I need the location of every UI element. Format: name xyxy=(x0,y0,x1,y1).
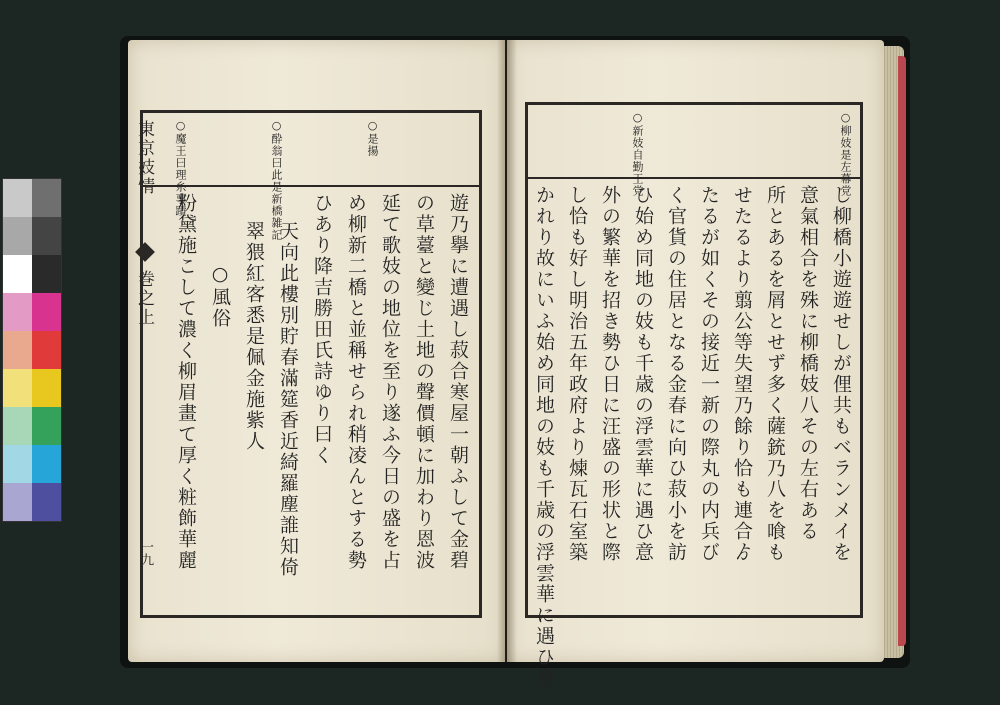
color-swatch xyxy=(3,445,32,483)
color-swatch xyxy=(32,217,61,255)
color-calibration-chart xyxy=(2,178,62,522)
color-swatch xyxy=(32,255,61,293)
color-swatch xyxy=(3,255,32,293)
section-heading: ○風俗 xyxy=(209,263,231,329)
text-line: ひあり降吉勝田氏詩ゆり曰く xyxy=(311,193,333,466)
text-line: め柳新二橋と並稱せられ稍凌んとする勢 xyxy=(345,193,367,571)
right-header-band xyxy=(528,105,860,197)
header-note: ○柳妓是左幕党 xyxy=(839,111,852,197)
color-swatch xyxy=(3,217,32,255)
text-line: し柳橋小遊遊せしが俚共もベランメイを xyxy=(830,185,852,563)
color-swatch xyxy=(32,369,61,407)
color-swatch xyxy=(32,331,61,369)
color-swatch xyxy=(32,445,61,483)
color-swatch xyxy=(32,293,61,331)
book-gutter xyxy=(497,40,517,662)
color-swatch xyxy=(3,483,32,521)
text-line: し恰も好し明治五年政府より煉瓦石室築 xyxy=(566,185,588,563)
left-page xyxy=(128,40,505,662)
text-line: 遊乃擧に遭遇し菽合寒屋一朝ふして金碧 xyxy=(447,193,469,571)
header-note: ○魔王曰理糸事蹟 xyxy=(174,119,187,217)
text-line: 延て歌妓の地位を至り遂ふ今日の盛を占 xyxy=(379,193,401,571)
text-line: 外の繁華を招き勢ひ日に汪盛の形状と際 xyxy=(599,185,621,563)
text-line: く官貨の住居となる金春に向ひ菽小を訪 xyxy=(665,185,687,563)
right-text-frame xyxy=(525,102,863,689)
left-text-frame xyxy=(140,110,482,618)
text-line: 粉黛施こして濃く柳眉畫て厚く粧飾華麗 xyxy=(175,193,197,571)
header-note: ○新妓自勤王党 xyxy=(631,111,644,197)
header-note: ○酔翁曰此是新橋雑記 xyxy=(270,119,283,241)
color-swatch xyxy=(3,293,32,331)
color-swatch xyxy=(3,331,32,369)
text-line: 意氣相合を殊に柳橋妓八その左右ある xyxy=(797,185,819,542)
right-page xyxy=(507,40,884,689)
text-line: かれり故にいふ始め同地の妓も千歳の浮雲華に遇ひ意 xyxy=(533,185,555,689)
book-title: 東京妓情 xyxy=(134,120,154,196)
text-line: 天向此樓別貯春滿筵香近綺羅塵誰知倚 xyxy=(277,221,299,578)
color-swatch xyxy=(32,179,61,217)
text-line: せたるより翦公等失望乃餘り恰も連合ゟ xyxy=(731,185,753,563)
text-line: 所とあるを屑とせず多く薩銃乃八を喰も xyxy=(764,185,786,563)
text-line: ひ始め同地の妓も千歳の浮雲華に遇ひ意 xyxy=(632,185,654,563)
color-swatch xyxy=(3,369,32,407)
color-swatch xyxy=(3,179,32,217)
header-note: ○是揚 xyxy=(366,119,379,157)
color-swatch xyxy=(32,483,61,521)
color-swatch xyxy=(3,407,32,445)
text-line: たるが如くその接近一新の際丸の内兵び xyxy=(698,185,720,563)
volume-label: 巻之上 xyxy=(134,270,154,327)
red-cover-edge xyxy=(898,56,906,646)
page-number: 一九 xyxy=(138,540,153,566)
color-swatch xyxy=(32,407,61,445)
text-line: の草薹と變じ土地の聲價頓に加わり恩波 xyxy=(413,193,435,571)
text-line: 翠猥紅客悉是佩金施紫人 xyxy=(243,221,265,452)
